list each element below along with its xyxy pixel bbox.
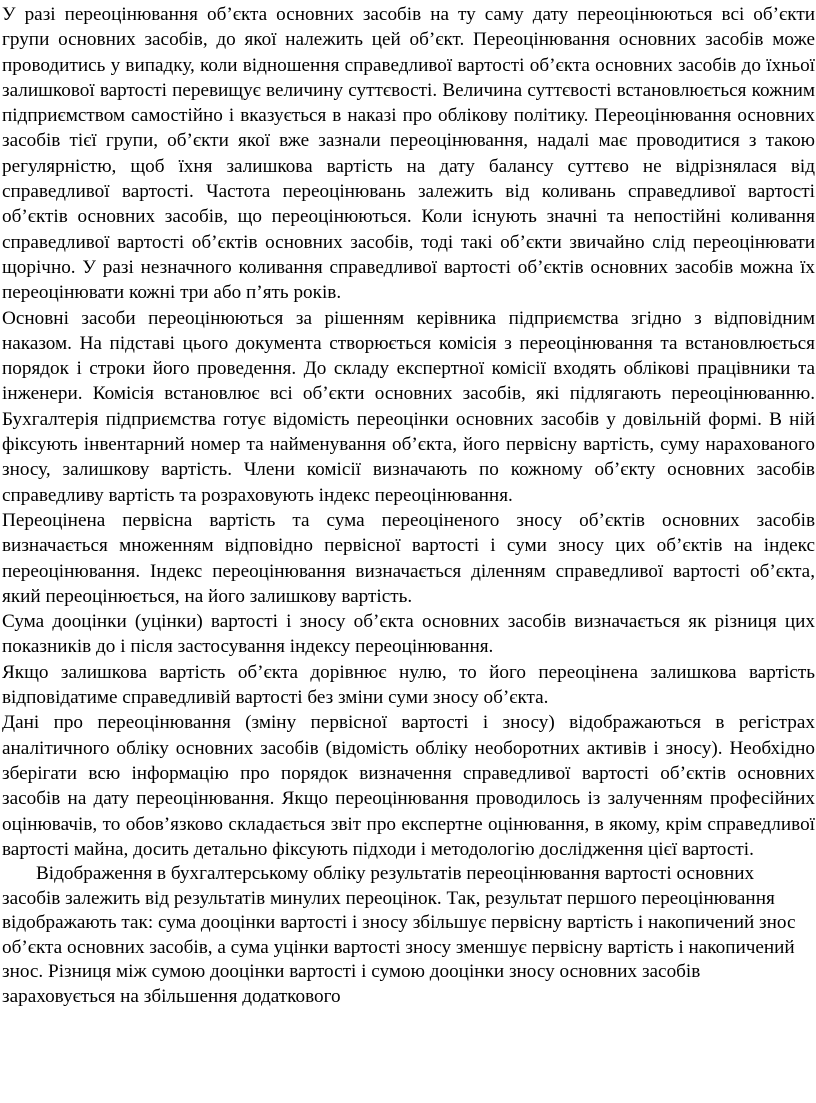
paragraph-revaluation-index: Переоцінена первісна вартість та сума переоціненого зносу об’єктів основних засобів визначається множенням відповідно первісної вартості і суми зносу цих об’єктів на індекс переоцінювання. Індекс переоцінювання визначається діленням справедливої вартості об’єкта, який переоцінюється, на його залишкову вартість.	[2, 509, 815, 607]
paragraph-accounting-reflection: Відображення в бухгалтерському обліку результатів переоцінювання вартості основних засобів залежить від результатів минулих переоцінок. Так, результат першого переоцінювання відображають так: сума дооцінки вартості і зносу збільшує первісну вартість і накопичений знос об’єкта основних засобів, а сума уцінки вартості зносу зменшує первісну вартість і накопичений знос. Різниця між сумою дооцінки вартості і сумою дооцінки зносу основних засобів зараховується на збільшення додаткового	[2, 863, 796, 1008]
paragraph-revaluation-commission: Основні засоби переоцінюються за рішенням керівника підприємства згідно з відповідним наказом. На підставі цього документа створюється комісія з переоцінювання та встановлюється порядок і строки його проведення. До складу експертної комісії входять облікові працівники та інженери. Комісія встановлює всі об’єкти основних засобів, які підлягають переоцінюванню. Бухгалтерія підприємства готує відомість переоцінки основних засобів у довільній формі. В ній фіксують інвентарний номер та найменування об’єкта, його первісну вартість, суму нарахованого зносу, залишкову вартість. Члени комісії визначають по кожному об’єкту основних засобів справедливу вартість та розраховують індекс переоцінювання.	[2, 307, 815, 506]
paragraph-zero-residual-value: Якщо залишкова вартість об’єкта дорівнює нулю, то його переоцінена залишкова вартість відповідатиме справедливій вартості без зміни суми зносу об’єкта.	[2, 661, 815, 709]
paragraph-revaluation-frequency: У разі переоцінювання об’єкта основних засобів на ту саму дату переоцінюються всі об’єкти групи основних засобів, до якої належить цей об’єкт. Переоцінювання основних засобів може проводитись у випадку, коли відношення справедливої вартості об’єкта основних засобів до їхньої залишкової вартості перевищує величину суттєвості. Величина суттєвості встановлюється кожним підприємством самостійно і вказується в наказі про облікову політику. Переоцінювання основних засобів тієї групи, об’єкти якої вже зазнали переоцінювання, надалі має проводитися з такою регулярністю, щоб їхня залишкова вартість на дату балансу суттєво не відрізнялася від справедливої вартості. Частота переоцінювань залежить від коливань справедливої вартості об’єктів основних засобів, що переоцінюються. Коли існують значні та непостійні коливання справедливої вартості об’єктів основних засобів, тоді такі об’єкти звичайно слід переоцінювати щорічно. У разі незначного коливання справедливої вартості об’єктів основних засобів можна їх переоцінювати кожні три або п’ять років.	[2, 4, 815, 304]
paragraph-analytical-accounting: Дані про переоцінювання (зміну первісної вартості і зносу) відображаються в регістрах аналітичного обліку основних засобів (відомість обліку необоротних активів і зносу). Необхідно зберігати всю інформацію про порядок визначення справедливої вартості об’єктів основних засобів на дату переоцінювання. Якщо переоцінювання проводилось із залученням професійних оцінювачів, то обов’язково складається звіт про експертне оцінювання, в якому, крім справедливої вартості майна, досить детально фіксують підходи і методологію дослідження цієї вартості.	[2, 712, 815, 860]
paragraph-revaluation-difference: Сума дооцінки (уцінки) вартості і зносу об’єкта основних засобів визначається як різниця цих показників до і після застосування індексу переоцінювання.	[2, 611, 815, 658]
